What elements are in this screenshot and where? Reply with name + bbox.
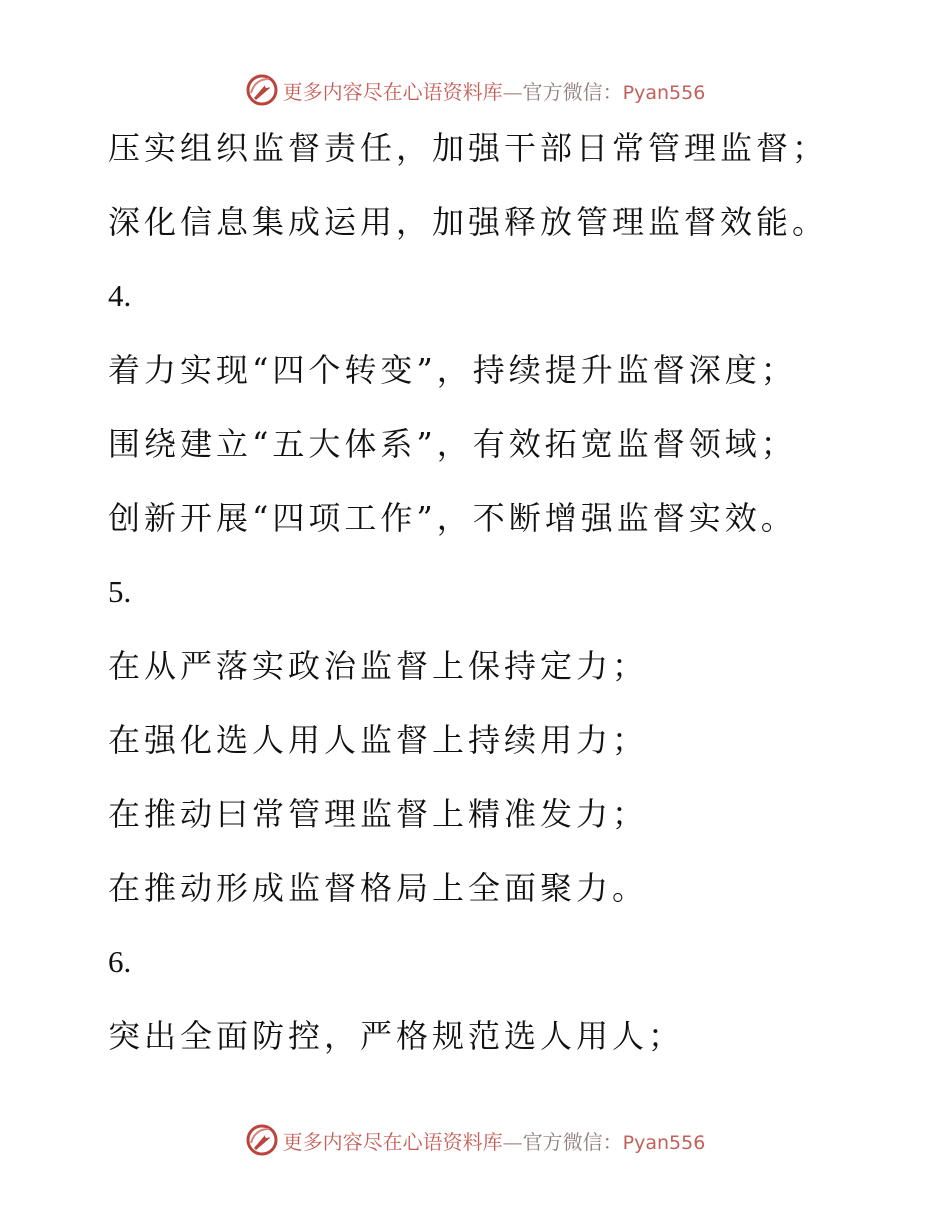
- pen-nib-logo-icon: [245, 73, 279, 107]
- section-number-5: 5.: [108, 574, 132, 609]
- text-line-1: 压实组织监督责任，加强干部日常管理监督；: [108, 129, 829, 167]
- footer-watermark: [0, 1120, 950, 1160]
- watermark-site-text: 更多内容尽在心语资料库: [282, 79, 503, 104]
- document-body: [108, 124, 908, 1086]
- watermark-handle: Pyan556: [622, 81, 706, 104]
- text-line-10: 突出全面防控，严格规范选人用人；: [108, 1017, 685, 1055]
- watermark-handle: Pyan556: [622, 1131, 706, 1154]
- text-line-5: 创新开展“四项工作”，不断增强监督实效。: [108, 499, 797, 537]
- watermark-label: 官方微信：: [522, 1129, 623, 1154]
- header-watermark: [0, 70, 950, 110]
- watermark-label: 官方微信：: [522, 79, 623, 104]
- text-line-3: 着力实现“四个转变”，持续提升监督深度；: [108, 351, 797, 389]
- text-line-7: 在强化选人用人监督上持续用力；: [108, 721, 649, 759]
- text-line-9: 在推动形成监督格局上全面聚力。: [108, 869, 649, 907]
- text-line-4: 围绕建立“五大体系”，有效拓宽监督领域；: [108, 425, 797, 463]
- text-line-8: 在推动曰常管理监督上精准发力；: [108, 795, 649, 833]
- watermark-dash: —: [502, 79, 523, 104]
- watermark-site-text: 更多内容尽在心语资料库: [282, 1129, 503, 1154]
- section-number-4: 4.: [108, 278, 132, 313]
- watermark-text: [283, 76, 706, 105]
- text-line-2: 深化信息集成运用，加强释放管理监督效能。: [108, 203, 829, 241]
- watermark-text: [283, 1126, 706, 1155]
- section-number-6: 6.: [108, 944, 132, 979]
- watermark-dash: —: [502, 1129, 523, 1154]
- pen-nib-logo-icon: [245, 1123, 279, 1157]
- text-line-6: 在从严落实政治监督上保持定力；: [108, 647, 649, 685]
